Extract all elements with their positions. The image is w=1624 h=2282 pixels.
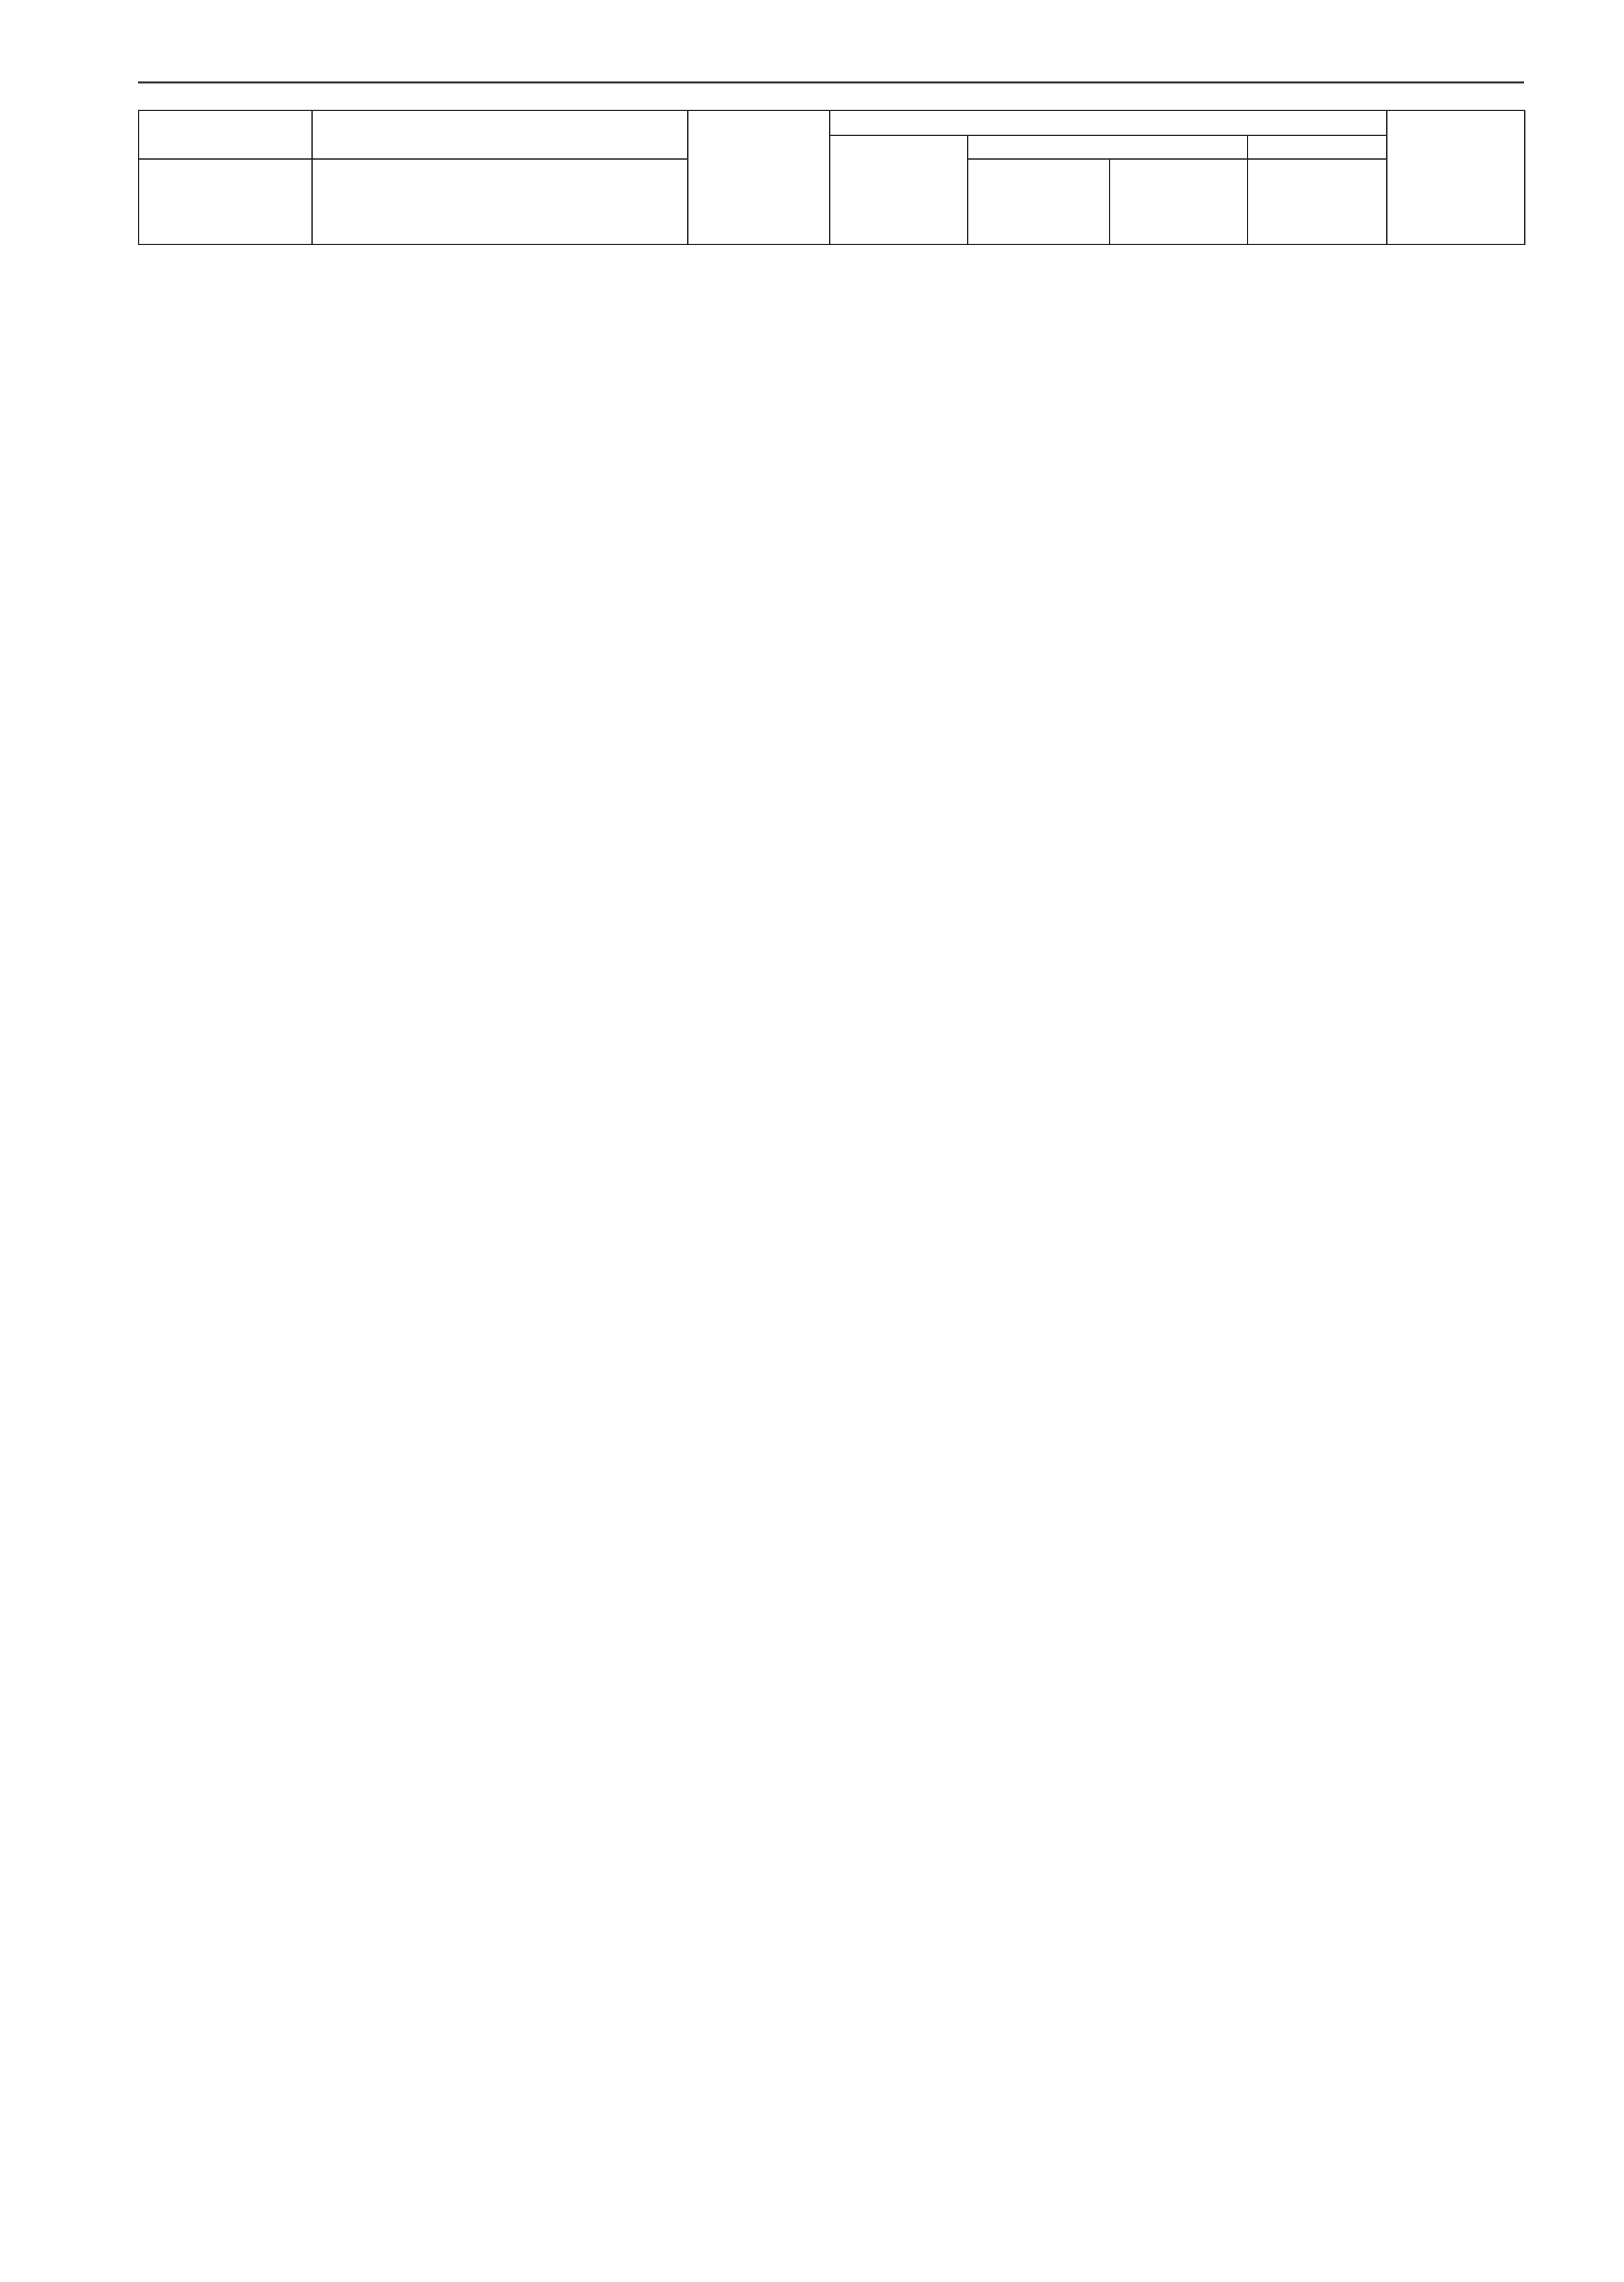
header-vtom [830, 110, 1387, 135]
header-materialy [1248, 135, 1387, 159]
header-rule [138, 81, 1524, 83]
header-naim [312, 110, 688, 159]
header-pryamye [688, 110, 830, 244]
header-kody [139, 159, 312, 244]
document-page [138, 79, 1524, 244]
header-naim2 [312, 159, 688, 244]
header-nomera [139, 110, 312, 159]
header-vsego [968, 159, 1110, 244]
header-vtch [1110, 159, 1248, 244]
header-rashod [1248, 159, 1387, 244]
column-header-table [138, 110, 1525, 244]
header-zatraty [1387, 110, 1525, 244]
header-oplata [830, 135, 968, 244]
header-ekspl [968, 135, 1248, 159]
